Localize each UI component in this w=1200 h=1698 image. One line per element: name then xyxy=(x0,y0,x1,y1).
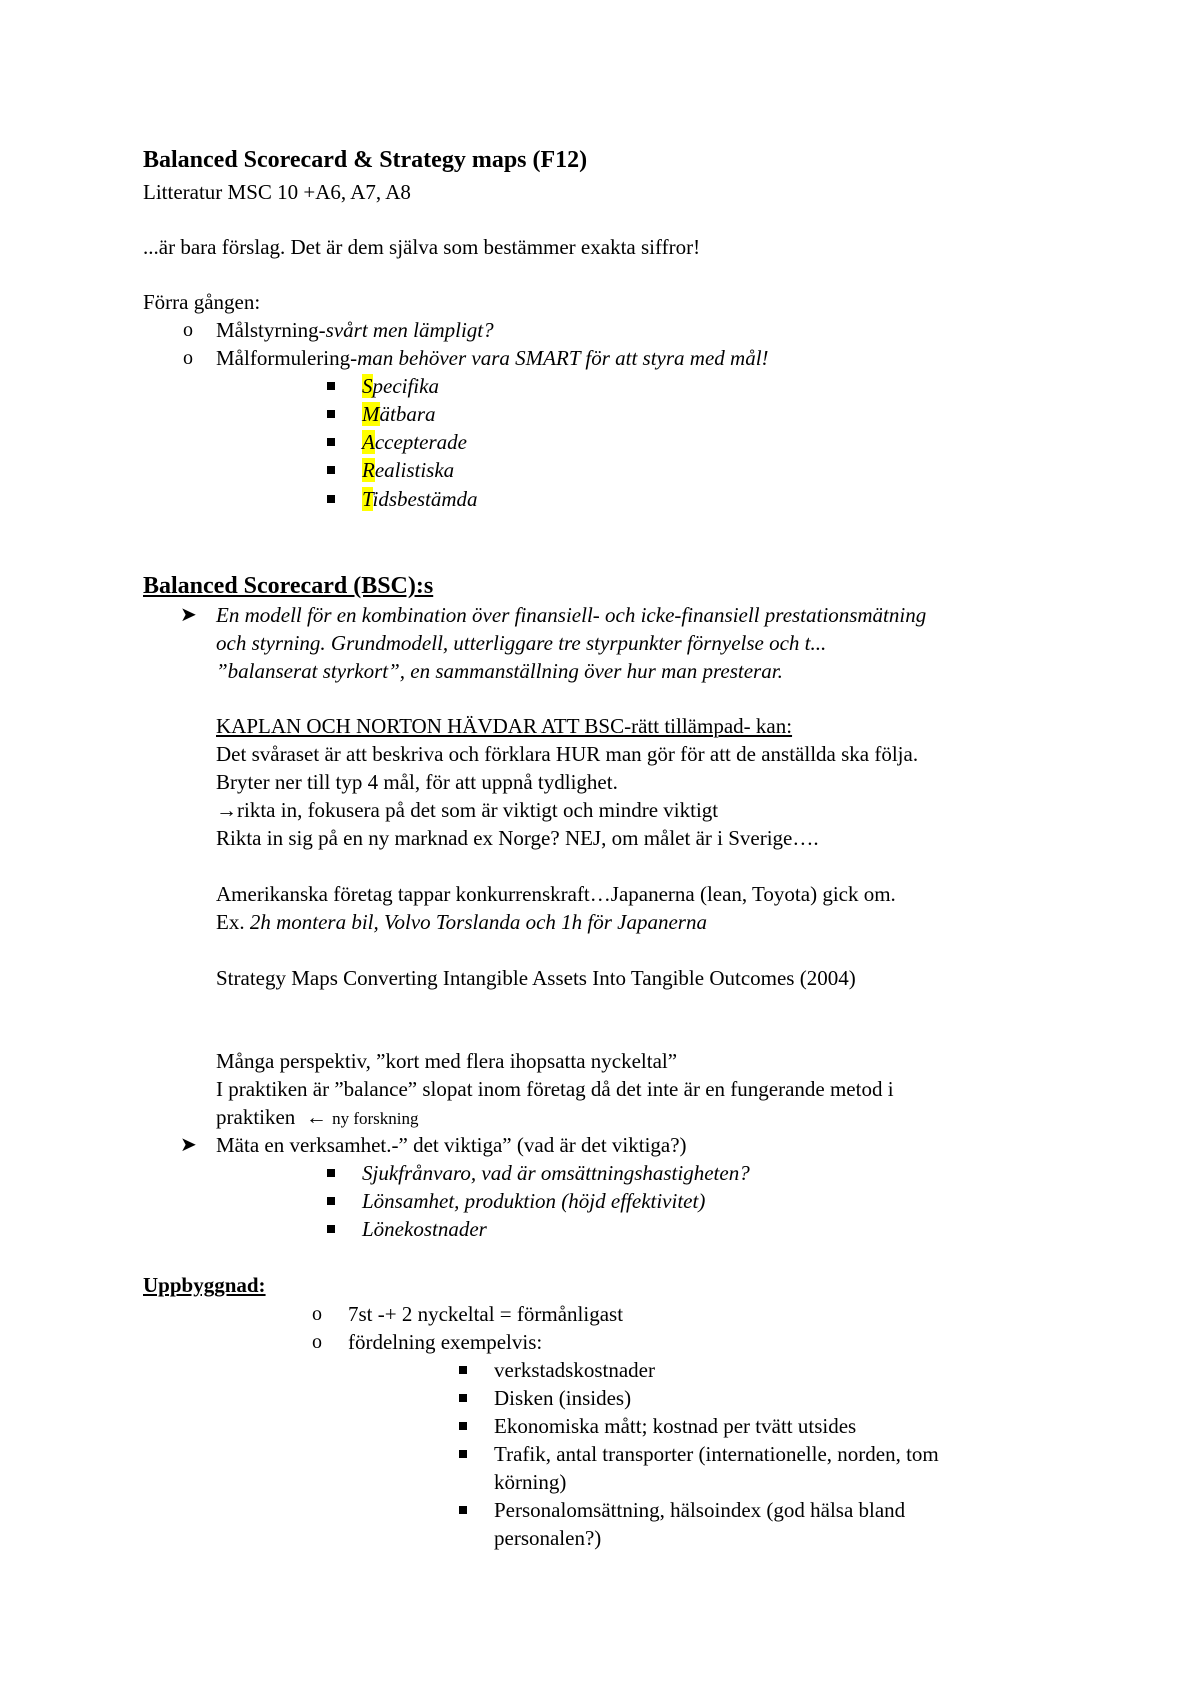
circle-bullet-icon: o xyxy=(183,347,193,369)
smart-rest: ealistiska xyxy=(374,458,455,482)
build-sub-item-5: Personalomsättning, hälsoindex (god hälsa bland xyxy=(494,1498,906,1522)
kaplan-line-2: Bryter ner till typ 4 mål, för att uppnå tydlighet. xyxy=(216,770,618,794)
build-sub-item-4-cont: körning) xyxy=(494,1470,567,1494)
circle-bullet-icon: o xyxy=(312,1331,322,1353)
measure-item-2: Lönsamhet, produktion (höjd effektivitet) xyxy=(362,1189,706,1213)
smart-item-a xyxy=(362,428,467,456)
square-bullet-icon xyxy=(459,1450,467,1458)
kaplan-heading: KAPLAN OCH NORTON HÄVDAR ATT BSC-rätt tillämpad- kan: xyxy=(216,714,793,738)
smart-letter: S xyxy=(362,374,373,398)
build-sub-item-3: Ekonomiska mått; kostnad per tvätt utsides xyxy=(494,1414,857,1438)
build-sub-item-5-cont: personalen?) xyxy=(494,1526,602,1550)
square-bullet-icon xyxy=(459,1506,467,1514)
last-time-heading: Förra gången: xyxy=(143,290,261,314)
last-time-item-1 xyxy=(216,316,494,344)
book-line: Strategy Maps Converting Intangible Assets Into Tangible Outcomes (2004) xyxy=(216,966,856,990)
circle-bullet-icon: o xyxy=(312,1303,322,1325)
perspectives-line: Många perspektiv, ”kort med flera ihopsatta nyckeltal” xyxy=(216,1049,678,1073)
kaplan-line-1: Det svåraset är att beskriva och förklara HUR man gör för att de anställda ska följa. xyxy=(216,742,919,766)
smart-letter: A xyxy=(362,430,375,454)
bsc-model-line-3: ”balanserat styrkort”, en sammanställning över hur man presterar. xyxy=(216,659,783,683)
build-item-1: 7st -+ 2 nyckeltal = förmånligast xyxy=(348,1302,624,1326)
bsc-model-line-1: En modell för en kombination över finansiell- och icke-finansiell prestationsmätning xyxy=(216,603,927,627)
item-italic: man behöver vara SMART för att styra med mål! xyxy=(357,346,769,370)
arrowhead-bullet-icon: ➤ xyxy=(180,1134,197,1156)
build-heading: Uppbyggnad: xyxy=(143,1273,266,1297)
left-arrow-icon: ← xyxy=(305,1105,327,1129)
practice-line-1: I praktiken är ”balance” slopat inom företag då det inte är en fungerande metod i xyxy=(216,1077,894,1101)
smart-rest: ccepterade xyxy=(374,430,467,454)
smart-item-t xyxy=(362,485,478,513)
american-line: Amerikanska företag tappar konkurrenskraft…Japanerna (lean, Toyota) gick om. xyxy=(216,882,896,906)
square-bullet-icon xyxy=(327,1169,335,1177)
build-sub-item-2: Disken (insides) xyxy=(494,1386,632,1410)
practice-line-2: praktiken ← ny forskning xyxy=(216,1105,419,1129)
item-italic: svårt men lämpligt? xyxy=(325,318,494,342)
square-bullet-icon xyxy=(459,1394,467,1402)
square-bullet-icon xyxy=(459,1366,467,1374)
item-lead: Målformulering- xyxy=(216,346,358,370)
smart-rest: idsbestämda xyxy=(372,487,478,511)
square-bullet-icon xyxy=(327,410,335,418)
kaplan-line-3: →rikta in, fokusera på det som är viktigt och mindre viktigt xyxy=(216,798,719,822)
smart-rest: pecifika xyxy=(372,374,439,398)
build-item-2: fördelning exempelvis: xyxy=(348,1330,543,1354)
last-time-item-2 xyxy=(216,344,769,372)
circle-bullet-icon: o xyxy=(183,319,193,341)
smart-letter: T xyxy=(362,487,373,511)
bsc-model-line-2: och styrning. Grundmodell, utterliggare tre styrpunkter förnyelse och t... xyxy=(216,631,827,655)
smart-letter: M xyxy=(362,402,380,426)
square-bullet-icon xyxy=(327,466,335,474)
smart-item-m xyxy=(362,400,436,428)
measure-item-1: Sjukfrånvaro, vad är omsättningshastigheten? xyxy=(362,1161,750,1185)
build-sub-item-1: verkstadskostnader xyxy=(494,1358,655,1382)
kaplan-line-4: Rikta in sig på en ny marknad ex Norge? NEJ, om målet är i Sverige…. xyxy=(216,826,819,850)
right-arrow-icon: → xyxy=(216,798,237,822)
square-bullet-icon xyxy=(327,495,335,503)
intro-line: ...är bara förslag. Det är dem själva som bestämmer exakta siffror! xyxy=(143,235,701,259)
arrowhead-bullet-icon: ➤ xyxy=(180,604,197,626)
example-line: Ex. 2h montera bil, Volvo Torslanda och 1h för Japanerna xyxy=(216,910,707,934)
bsc-heading: Balanced Scorecard (BSC):s xyxy=(143,573,434,599)
smart-item-s xyxy=(362,372,439,400)
square-bullet-icon xyxy=(459,1422,467,1430)
literature-line: Litteratur MSC 10 +A6, A7, A8 xyxy=(143,180,411,204)
measure-item-3: Lönekostnader xyxy=(362,1217,487,1241)
new-research-note: ny forskning xyxy=(332,1109,419,1128)
square-bullet-icon xyxy=(327,382,335,390)
smart-letter: R xyxy=(362,458,375,482)
square-bullet-icon xyxy=(327,438,335,446)
square-bullet-icon xyxy=(327,1225,335,1233)
document-title: Balanced Scorecard & Strategy maps (F12) xyxy=(143,147,588,173)
smart-item-r xyxy=(362,456,454,484)
smart-rest: ätbara xyxy=(379,402,436,426)
measure-line: Mäta en verksamhet.-” det viktiga” (vad är det viktiga?) xyxy=(216,1133,687,1157)
build-sub-item-4: Trafik, antal transporter (internationelle, norden, tom xyxy=(494,1442,939,1466)
item-lead: Målstyrning- xyxy=(216,318,326,342)
square-bullet-icon xyxy=(327,1197,335,1205)
